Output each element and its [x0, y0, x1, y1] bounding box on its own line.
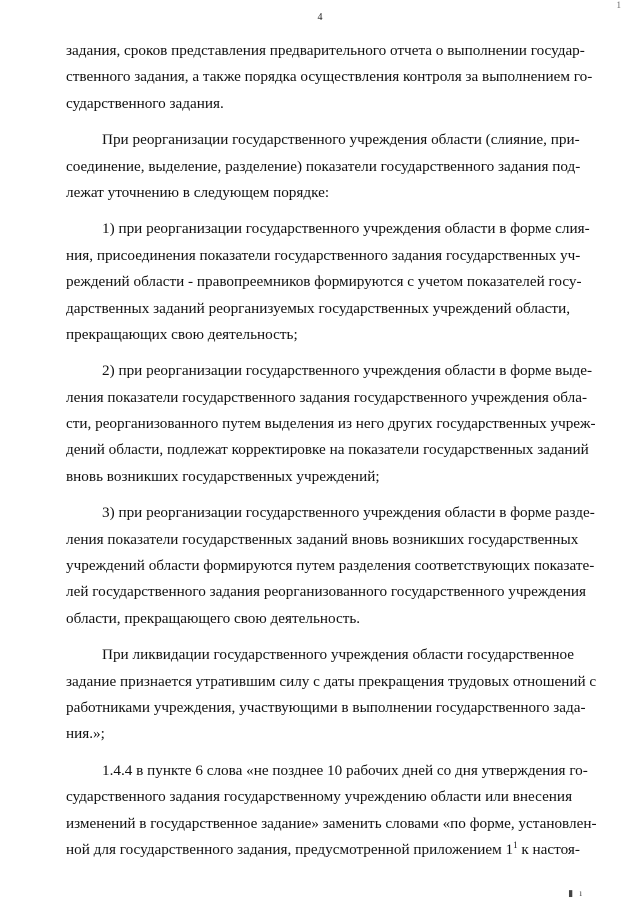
text-line: области, прекращающего свою деятельность. [66, 609, 361, 627]
text-line: ния, присоединения показатели государственного задания государственных уч- [66, 246, 581, 264]
paragraph [66, 38, 593, 117]
text-line: задание признается утратившим силу с даты прекращения трудовых отношений с [66, 672, 597, 690]
text-line: При реорганизации государственного учреждения области (слияние, при- [102, 131, 580, 149]
text-line: прекращающих свою деятельность; [66, 325, 298, 343]
text-line: лежат уточнению в следующем порядке: [66, 183, 330, 201]
text-line-with-superscript [66, 837, 580, 863]
text-segment: к настоя- [517, 840, 580, 858]
text-line: вновь возникших государственных учреждений; [66, 467, 380, 485]
paragraph [66, 642, 597, 748]
text-line: сти, реорганизованного путем выделения из него других государственных учреж- [66, 415, 596, 433]
text-line: изменений в государственное задание» заменить словами «по форме, установлен- [66, 814, 597, 832]
superscript-number: 1 [513, 839, 518, 850]
text-line: соединение, выделение, разделение) показатели государственного задания под- [66, 157, 581, 175]
corner-mark-top: 1 [616, 0, 622, 10]
paragraph [66, 216, 590, 348]
text-segment: ной для государственного задания, предусмотренной приложением 1 [66, 840, 514, 858]
text-line: сударственного задания. [66, 94, 224, 112]
paragraph [66, 358, 596, 490]
text-line: ственного задания, а также порядка осуществления контроля за выполнением го- [66, 68, 593, 86]
corner-mark-bottom: ▮ ı [568, 888, 584, 898]
text-line: дений области, подлежат корректировке на показатели государственных заданий [66, 441, 589, 459]
paragraph [66, 758, 597, 864]
text-line: ления показатели государственных заданий вновь возникших государственных [66, 530, 579, 548]
text-line: 3) при реорганизации государственного учреждения области в форме разде- [102, 504, 595, 522]
text-line: сударственного задания государственному учреждению области или внесения [66, 788, 573, 806]
text-line: реждений области - правопреемников формируются с учетом показателей госу- [66, 273, 582, 291]
text-line: 1) при реорганизации государственного учреждения области в форме слия- [102, 220, 590, 238]
paragraph [66, 500, 595, 632]
paragraph [66, 127, 581, 206]
text-line: ления показатели государственного задания государственного учреждения обла- [66, 388, 588, 406]
document-body [66, 38, 597, 863]
text-line: задания, сроков представления предварительного отчета о выполнении государ- [66, 42, 585, 59]
text-line: лей государственного задания реорганизованного государственного учреждения [66, 583, 587, 601]
text-line: 1.4.4 в пункте 6 слова «не позднее 10 рабочих дней со дня утверждения го- [102, 761, 588, 779]
text-line: 2) при реорганизации государственного учреждения области в форме выде- [102, 362, 593, 380]
text-line: ния.»; [66, 725, 105, 743]
text-line: учреждений области формируются путем разделения соответствующих показате- [66, 557, 595, 575]
text-line: работниками учреждения, участвующими в выполнении государственного зада- [66, 698, 586, 716]
text-line: дарственных заданий реорганизуемых государственных учреждений области, [66, 299, 570, 317]
page-number: 4 [317, 12, 323, 23]
text-line: При ликвидации государственного учреждения области государственное [102, 646, 575, 664]
